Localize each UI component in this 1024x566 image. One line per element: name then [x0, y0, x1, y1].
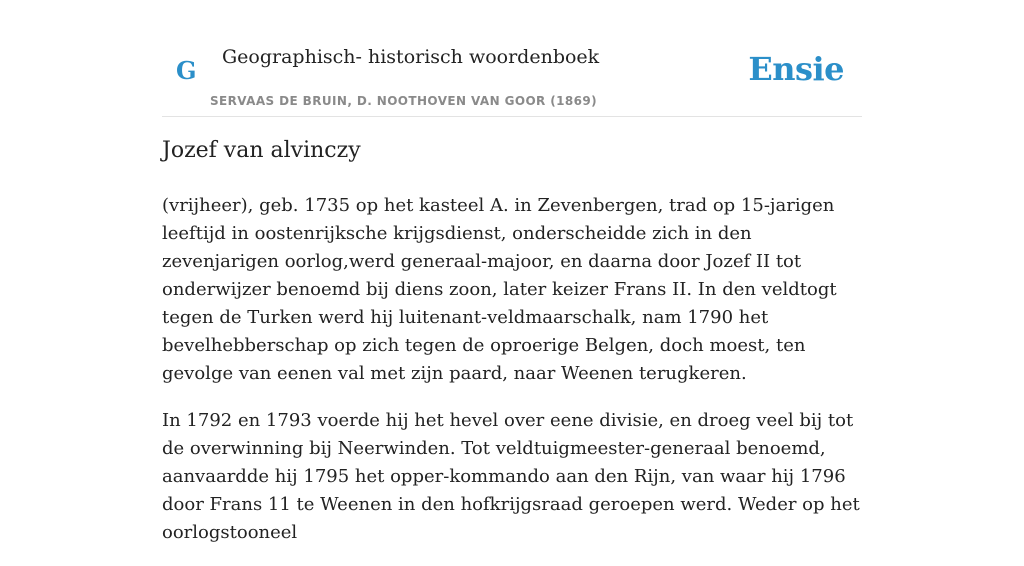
- book-logo-letter[interactable]: G: [176, 56, 197, 85]
- book-title[interactable]: Geographisch- historisch woordenboek: [222, 46, 600, 68]
- entry-body: [162, 192, 866, 566]
- book-header: [162, 0, 862, 117]
- entry-paragraph: In 1792 en 1793 voerde hij het hevel over eene divisie, en droeg veel bij tot de overwinning bij Neerwinden. Tot veldtuigmeester-generaal benoemd, aanvaardde hij 1795 het opper-kommando aan den Rijn, van waar hij 1796 door Frans 11 te Weenen in den hofkrijgsraad geroepen werd. Weder op het oorlogstooneel: [162, 410, 860, 543]
- entry-title: Jozef van alvinczy: [162, 138, 361, 163]
- book-authors: SERVAAS DE BRUIN, D. NOOTHOVEN VAN GOOR (1869): [210, 94, 598, 108]
- entry-paragraph: (vrijheer), geb. 1735 op het kasteel A. in Zevenbergen, trad op 15-jarigen leeftijd in oostenrijksche krijgsdienst, onderscheidde zich in den zevenjarigen oorlog,werd generaal-majoor, en daarna door Jozef II tot onderwijzer benoemd bij diens zoon, later keizer Frans II. In den veldtogt tegen de Turken werd hij luitenant-veldmaarschalk, nam 1790 het bevelhebberschap op zich tegen de oproerige Belgen, doch moest, ten gevolge van eenen val met zijn paard, naar Weenen terugkeren.: [162, 195, 837, 384]
- ensie-logo[interactable]: Ensie: [748, 50, 844, 88]
